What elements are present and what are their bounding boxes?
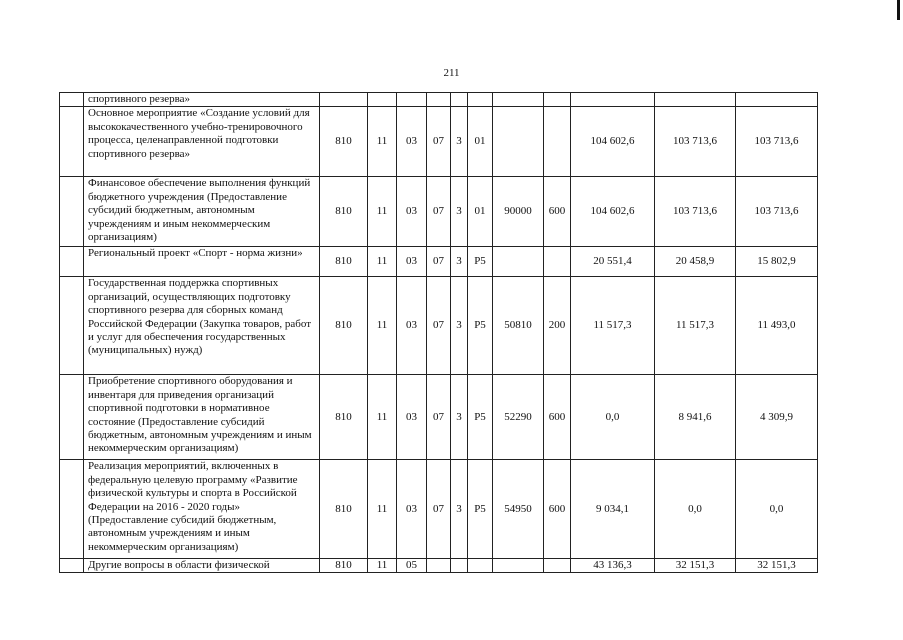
row-name: спортивного резерва»: [84, 93, 320, 107]
amount-year-1: 104 602,6: [571, 177, 655, 247]
row-name: Финансовое обеспечение выполнения функций бюджетного учреждения (Предоставление субсидий бюджетным, автономным учреждениям и иным некоммерческим организациям): [84, 177, 320, 247]
direction-code: [493, 559, 544, 573]
amount-year-3: [736, 93, 818, 107]
index-cell: [60, 460, 84, 559]
amount-year-2: 103 713,6: [655, 177, 736, 247]
program-code: [427, 559, 451, 573]
expense-type: 600: [544, 177, 571, 247]
activity-code: [468, 559, 493, 573]
amount-year-1: 9 034,1: [571, 460, 655, 559]
subsection-code: 03: [397, 375, 427, 460]
expense-type: 600: [544, 375, 571, 460]
subprogram-code: 3: [451, 277, 468, 375]
dept-code: 810: [320, 375, 368, 460]
direction-code: [493, 107, 544, 177]
subprogram-code: 3: [451, 177, 468, 247]
section-code: [368, 93, 397, 107]
program-code: [427, 93, 451, 107]
table-row: [60, 177, 818, 247]
subprogram-code: 3: [451, 375, 468, 460]
dept-code: [320, 93, 368, 107]
amount-year-2: 11 517,3: [655, 277, 736, 375]
expense-type: [544, 93, 571, 107]
amount-year-1: 20 551,4: [571, 247, 655, 277]
amount-year-1: 104 602,6: [571, 107, 655, 177]
dept-code: 810: [320, 559, 368, 573]
direction-code: [493, 247, 544, 277]
amount-year-2: 0,0: [655, 460, 736, 559]
program-code: 07: [427, 460, 451, 559]
table-row: [60, 247, 818, 277]
amount-year-2: [655, 93, 736, 107]
index-cell: [60, 93, 84, 107]
program-code: 07: [427, 177, 451, 247]
table-row: [60, 559, 818, 573]
row-name: Основное мероприятие «Создание условий для высококачественного учебно-тренировочного процесса, целенаправленной подготовки спортивного резерва»: [84, 107, 320, 177]
section-code: 11: [368, 247, 397, 277]
amount-year-2: 32 151,3: [655, 559, 736, 573]
amount-year-1: 11 517,3: [571, 277, 655, 375]
section-code: 11: [368, 277, 397, 375]
amount-year-2: 103 713,6: [655, 107, 736, 177]
table-row: [60, 375, 818, 460]
subsection-code: 03: [397, 107, 427, 177]
amount-year-3: 103 713,6: [736, 107, 818, 177]
direction-code: 52290: [493, 375, 544, 460]
amount-year-2: 8 941,6: [655, 375, 736, 460]
activity-code: P5: [468, 247, 493, 277]
subsection-code: [397, 93, 427, 107]
budget-table: [59, 92, 818, 573]
subsection-code: 05: [397, 559, 427, 573]
amount-year-1: [571, 93, 655, 107]
dept-code: 810: [320, 460, 368, 559]
row-name: Региональный проект «Спорт - норма жизни»: [84, 247, 320, 277]
expense-type: 600: [544, 460, 571, 559]
dept-code: 810: [320, 107, 368, 177]
index-cell: [60, 277, 84, 375]
dept-code: 810: [320, 277, 368, 375]
index-cell: [60, 177, 84, 247]
subsection-code: 03: [397, 277, 427, 375]
section-code: 11: [368, 107, 397, 177]
subprogram-code: 3: [451, 460, 468, 559]
index-cell: [60, 375, 84, 460]
amount-year-3: 11 493,0: [736, 277, 818, 375]
table-row: [60, 460, 818, 559]
table-row: [60, 107, 818, 177]
section-code: 11: [368, 460, 397, 559]
activity-code: [468, 93, 493, 107]
activity-code: P5: [468, 277, 493, 375]
direction-code: 54950: [493, 460, 544, 559]
subprogram-code: [451, 93, 468, 107]
subprogram-code: 3: [451, 247, 468, 277]
amount-year-3: 0,0: [736, 460, 818, 559]
index-cell: [60, 559, 84, 573]
index-cell: [60, 107, 84, 177]
subsection-code: 03: [397, 177, 427, 247]
amount-year-1: 0,0: [571, 375, 655, 460]
activity-code: P5: [468, 375, 493, 460]
direction-code: 50810: [493, 277, 544, 375]
direction-code: 90000: [493, 177, 544, 247]
direction-code: [493, 93, 544, 107]
table-row: [60, 277, 818, 375]
scan-edge-mark: [897, 0, 900, 20]
amount-year-3: 32 151,3: [736, 559, 818, 573]
section-code: 11: [368, 177, 397, 247]
subprogram-code: 3: [451, 107, 468, 177]
activity-code: 01: [468, 107, 493, 177]
program-code: 07: [427, 107, 451, 177]
section-code: 11: [368, 559, 397, 573]
expense-type: [544, 107, 571, 177]
amount-year-3: 4 309,9: [736, 375, 818, 460]
expense-type: [544, 559, 571, 573]
subprogram-code: [451, 559, 468, 573]
expense-type: [544, 247, 571, 277]
activity-code: 01: [468, 177, 493, 247]
table-row: [60, 93, 818, 107]
amount-year-3: 15 802,9: [736, 247, 818, 277]
expense-type: 200: [544, 277, 571, 375]
subsection-code: 03: [397, 460, 427, 559]
amount-year-2: 20 458,9: [655, 247, 736, 277]
row-name: Государственная поддержка спортивных организаций, осуществляющих подготовку спортивного резерва для сборных команд Российской Федерации (Закупка товаров, работ и услуг для обеспечения государственных (муниципальных) нужд): [84, 277, 320, 375]
dept-code: 810: [320, 247, 368, 277]
page-number: 211: [443, 67, 460, 79]
program-code: 07: [427, 277, 451, 375]
program-code: 07: [427, 375, 451, 460]
amount-year-1: 43 136,3: [571, 559, 655, 573]
dept-code: 810: [320, 177, 368, 247]
row-name: Реализация мероприятий, включенных в федеральную целевую программу «Развитие физической культуры и спорта в Российской Федерации на 2016 - 2020 годы» (Предоставление субсидий бюджетным, автономным учреждениям и иным некоммерческим организациям): [84, 460, 320, 559]
section-code: 11: [368, 375, 397, 460]
index-cell: [60, 247, 84, 277]
program-code: 07: [427, 247, 451, 277]
activity-code: P5: [468, 460, 493, 559]
row-name: Приобретение спортивного оборудования и инвентаря для приведения организаций спортивной подготовки в нормативное состояние (Предоставление субсидий бюджетным, автономным учреждениям и иным некоммерческим организациям): [84, 375, 320, 460]
amount-year-3: 103 713,6: [736, 177, 818, 247]
row-name: Другие вопросы в области физической: [84, 559, 320, 573]
subsection-code: 03: [397, 247, 427, 277]
